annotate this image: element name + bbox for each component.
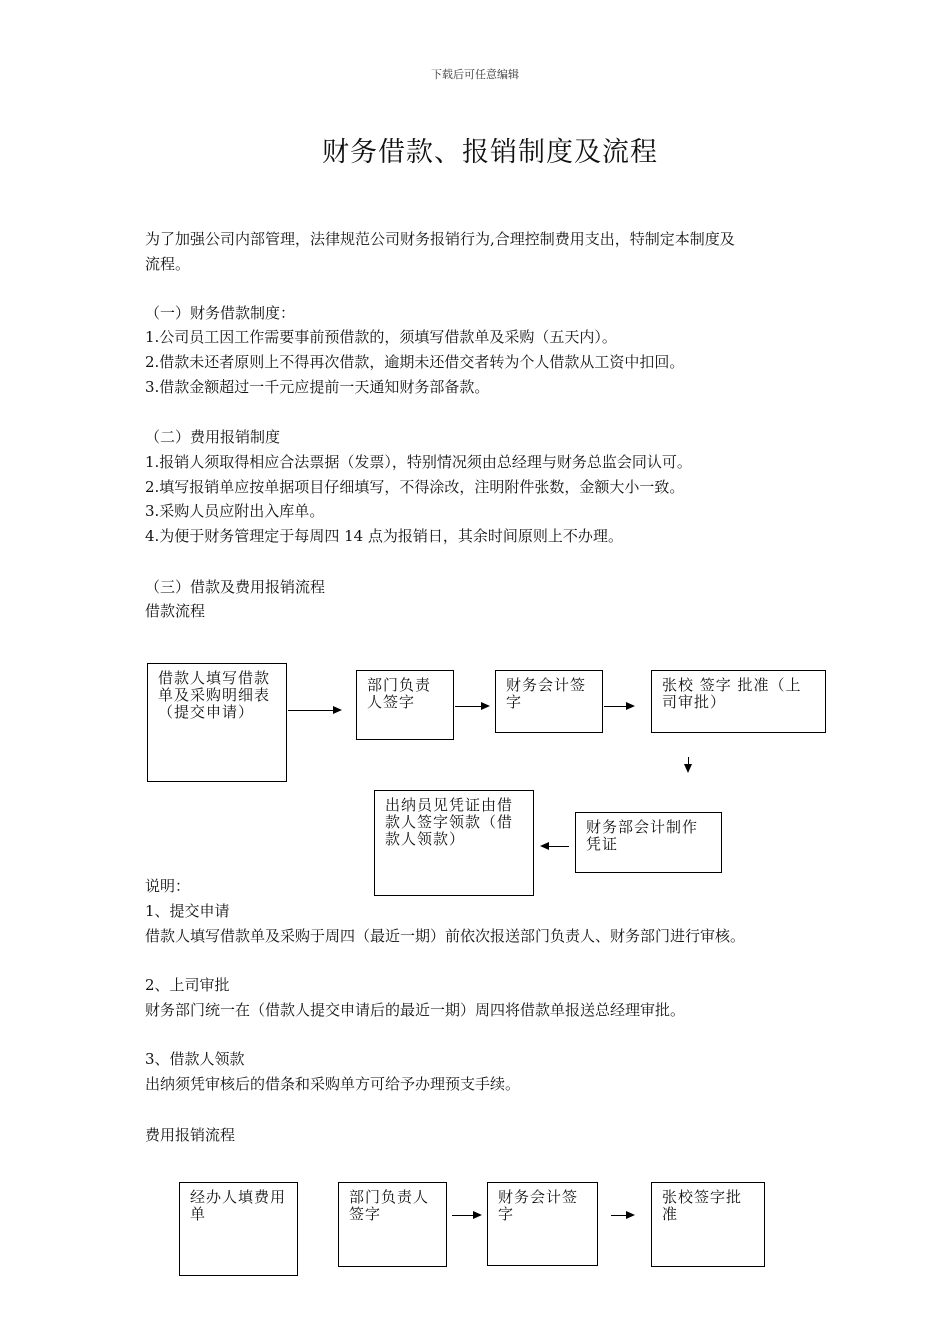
loan-step-boss-approve	[651, 670, 826, 733]
loan-step-accountant-sign	[495, 670, 603, 733]
section2-item: 2.填写报销单应按单据项目仔细填写，不得涂改，注明附件张数，金额大小一致。	[145, 478, 685, 496]
page-title: 财务借款、报销制度及流程	[322, 137, 658, 168]
loan-step-accountant-sign-text: 财务会计签字	[506, 676, 587, 711]
arrow-right-icon	[611, 1215, 633, 1216]
expense-step-fill-text: 经办人填费用单	[190, 1188, 287, 1223]
expense-step-accountant-sign-text: 财务会计签字	[498, 1188, 579, 1223]
section2-item: 3.采购人员应附出入库单。	[145, 502, 325, 520]
section1-heading: （一）财务借款制度：	[145, 304, 296, 322]
expense-flow-title: 费用报销流程	[145, 1126, 236, 1144]
intro-line-2: 流程。	[145, 255, 191, 273]
loan-step-cashier-text: 出纳员见凭证由借款人签字领款（借款人领款）	[385, 796, 514, 848]
expense-step-boss-approve-text: 张校签字批准	[662, 1188, 743, 1223]
expense-step-accountant-sign	[487, 1182, 598, 1266]
intro-line-1: 为了加强公司内部管理，法律规范公司财务报销行为,合理控制费用支出，特制定本制度及	[145, 230, 735, 248]
expense-step-boss-approve	[651, 1182, 765, 1267]
expense-step-dept-sign	[338, 1182, 447, 1267]
loan-step-dept-sign-text: 部门负责人签字	[367, 676, 432, 711]
note-text: 财务部门统一在（借款人提交申请后的最近一期）周四将借款单报送总经理审批。	[145, 1001, 686, 1019]
arrow-right-icon	[452, 1215, 480, 1216]
loan-flow-title: 借款流程	[145, 602, 206, 620]
expense-step-dept-sign-text: 部门负责人签字	[349, 1188, 430, 1223]
expense-step-fill	[179, 1182, 298, 1276]
loan-step-boss-approve-text: 张校 签字 批准（上司审批）	[662, 676, 802, 711]
note-title: 3、借款人领款	[145, 1050, 245, 1068]
section1-item: 3.借款金额超过一千元应提前一天通知财务部备款。	[145, 378, 490, 396]
section1-item: 1.公司员工因工作需要事前预借款的，须填写借款单及采购（五天内）。	[145, 328, 617, 346]
section1-item: 2.借款未还者原则上不得再次借款，逾期未还借交者转为个人借款从工资中扣回。	[145, 353, 685, 371]
arrow-right-icon	[288, 710, 340, 711]
loan-step-cashier	[374, 790, 534, 896]
note-text: 借款人填写借款单及采购于周四（最近一期）前依次报送部门负责人、财务部门进行审核。	[145, 927, 746, 945]
section2-item: 1.报销人须取得相应合法票据（发票），特别情况须由总经理与财务总监会同认可。	[145, 453, 692, 471]
arrow-left-icon	[542, 846, 569, 847]
section3-heading: （三）借款及费用报销流程	[145, 578, 326, 596]
arrow-right-icon	[604, 706, 633, 707]
loan-step-apply	[147, 663, 287, 782]
page-header: 下载后可任意编辑	[431, 68, 519, 81]
loan-step-apply-text: 借款人填写借款单及采购明细表（提交申请）	[158, 669, 271, 721]
notes-label: 说明：	[145, 877, 191, 895]
arrow-right-icon	[455, 706, 488, 707]
note-title: 1、提交申请	[145, 902, 230, 920]
loan-step-voucher-text: 财务部会计制作凭证	[586, 818, 699, 853]
note-text: 出纳须凭审核后的借条和采购单方可给予办理预支手续。	[145, 1075, 521, 1093]
section2-item: 4.为便于财务管理定于每周四 14 点为报销日，其余时间原则上不办理。	[145, 527, 623, 545]
section2-heading: （二）费用报销制度	[145, 428, 281, 446]
loan-step-voucher	[575, 812, 722, 873]
loan-step-dept-sign	[356, 670, 454, 740]
arrow-down-icon	[688, 757, 689, 771]
note-title: 2、上司审批	[145, 976, 230, 994]
